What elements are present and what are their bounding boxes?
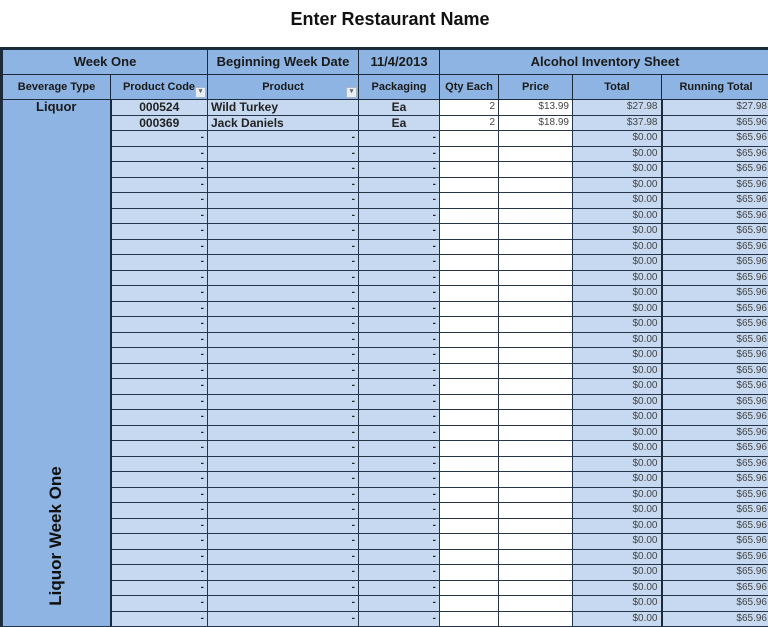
- qty-each-cell[interactable]: [440, 487, 499, 503]
- product-cell[interactable]: -: [208, 270, 359, 286]
- qty-each-cell[interactable]: [440, 518, 499, 534]
- packaging-cell[interactable]: -: [359, 131, 440, 147]
- price-cell[interactable]: $13.99: [499, 100, 573, 116]
- table-row: [3, 565, 768, 581]
- total-cell: $0.00: [573, 317, 662, 333]
- product-cell[interactable]: -: [208, 332, 359, 348]
- total-cell: $0.00: [573, 456, 662, 472]
- total-cell: $0.00: [573, 580, 662, 596]
- beginning-week-date-value[interactable]: 11/4/2013: [359, 50, 440, 75]
- product-code-cell[interactable]: -: [111, 580, 208, 596]
- running-total-cell: $65.96: [662, 611, 768, 627]
- product-code-cell[interactable]: -: [111, 146, 208, 162]
- packaging-cell[interactable]: -: [359, 487, 440, 503]
- total-cell: $0.00: [573, 208, 662, 224]
- total-cell: $0.00: [573, 611, 662, 627]
- product-cell[interactable]: -: [208, 549, 359, 565]
- table-row: [3, 394, 768, 410]
- qty-each-cell[interactable]: [440, 332, 499, 348]
- table-row: [3, 162, 768, 178]
- product-code-cell[interactable]: -: [111, 534, 208, 550]
- running-total-cell: $65.96: [662, 348, 768, 364]
- qty-each-cell[interactable]: [440, 317, 499, 333]
- section-label-vertical: Liquor Week One: [49, 466, 63, 606]
- table-row: [3, 534, 768, 550]
- total-cell: $0.00: [573, 239, 662, 255]
- table-row: [3, 487, 768, 503]
- running-total-cell: $65.96: [662, 410, 768, 426]
- product-cell[interactable]: -: [208, 379, 359, 395]
- product-cell[interactable]: -: [208, 503, 359, 519]
- packaging-cell[interactable]: -: [359, 410, 440, 426]
- table-row: [3, 580, 768, 596]
- col-header-price: Price: [499, 75, 573, 100]
- running-total-cell: $65.96: [662, 270, 768, 286]
- header-row-week: [3, 50, 768, 75]
- product-cell[interactable]: -: [208, 286, 359, 302]
- running-total-cell: $65.96: [662, 239, 768, 255]
- qty-each-cell[interactable]: [440, 162, 499, 178]
- qty-each-cell[interactable]: [440, 224, 499, 240]
- price-cell[interactable]: [499, 379, 573, 395]
- packaging-cell[interactable]: -: [359, 379, 440, 395]
- price-cell[interactable]: [499, 518, 573, 534]
- running-total-cell: $65.96: [662, 596, 768, 612]
- table-row: [3, 425, 768, 441]
- packaging-cell[interactable]: -: [359, 580, 440, 596]
- qty-each-cell[interactable]: [440, 549, 499, 565]
- packaging-cell[interactable]: -: [359, 332, 440, 348]
- total-cell: $0.00: [573, 410, 662, 426]
- price-cell[interactable]: [499, 270, 573, 286]
- packaging-cell[interactable]: -: [359, 208, 440, 224]
- qty-each-cell[interactable]: [440, 565, 499, 581]
- qty-each-cell[interactable]: [440, 503, 499, 519]
- price-cell[interactable]: [499, 425, 573, 441]
- col-header-product[interactable]: [208, 75, 359, 100]
- product-code-cell[interactable]: -: [111, 410, 208, 426]
- qty-each-cell[interactable]: [440, 348, 499, 364]
- table-row: [3, 255, 768, 271]
- qty-each-cell[interactable]: 2: [440, 100, 499, 116]
- running-total-cell: $65.96: [662, 162, 768, 178]
- qty-each-cell[interactable]: [440, 441, 499, 457]
- table-row: [3, 611, 768, 627]
- running-total-cell: $27.98: [662, 100, 768, 116]
- running-total-cell: $65.96: [662, 549, 768, 565]
- product-cell[interactable]: -: [208, 317, 359, 333]
- price-cell[interactable]: [499, 394, 573, 410]
- price-cell[interactable]: [499, 146, 573, 162]
- col-header-packaging: Packaging: [359, 75, 440, 100]
- product-code-cell[interactable]: -: [111, 441, 208, 457]
- col-header-beverage-type: Beverage Type: [3, 75, 111, 100]
- qty-each-cell[interactable]: [440, 580, 499, 596]
- qty-each-cell[interactable]: [440, 379, 499, 395]
- table-row: [3, 193, 768, 209]
- product-code-cell[interactable]: -: [111, 565, 208, 581]
- product-cell[interactable]: -: [208, 425, 359, 441]
- packaging-cell[interactable]: -: [359, 472, 440, 488]
- product-code-cell[interactable]: -: [111, 394, 208, 410]
- product-code-cell[interactable]: -: [111, 193, 208, 209]
- product-code-cell[interactable]: -: [111, 332, 208, 348]
- total-cell: $0.00: [573, 425, 662, 441]
- price-cell[interactable]: [499, 363, 573, 379]
- price-cell[interactable]: [499, 348, 573, 364]
- packaging-cell[interactable]: -: [359, 224, 440, 240]
- price-cell[interactable]: [499, 317, 573, 333]
- price-cell[interactable]: [499, 580, 573, 596]
- running-total-cell: $65.96: [662, 131, 768, 147]
- running-total-cell: $65.96: [662, 301, 768, 317]
- running-total-cell: $65.96: [662, 379, 768, 395]
- product-cell[interactable]: -: [208, 301, 359, 317]
- price-cell[interactable]: [499, 456, 573, 472]
- product-cell[interactable]: -: [208, 146, 359, 162]
- total-cell: $0.00: [573, 193, 662, 209]
- table-row: [3, 317, 768, 333]
- table-row: [3, 270, 768, 286]
- table-row: [3, 115, 768, 131]
- total-cell: $0.00: [573, 565, 662, 581]
- product-code-cell[interactable]: -: [111, 224, 208, 240]
- price-cell[interactable]: [499, 193, 573, 209]
- running-total-cell: $65.96: [662, 425, 768, 441]
- product-code-cell[interactable]: -: [111, 549, 208, 565]
- price-cell[interactable]: [499, 162, 573, 178]
- product-code-cell[interactable]: -: [111, 611, 208, 627]
- price-cell[interactable]: [499, 503, 573, 519]
- packaging-cell[interactable]: -: [359, 503, 440, 519]
- price-cell[interactable]: [499, 224, 573, 240]
- product-cell[interactable]: -: [208, 410, 359, 426]
- price-cell[interactable]: [499, 549, 573, 565]
- restaurant-name-title[interactable]: Enter Restaurant Name: [0, 9, 768, 30]
- product-cell[interactable]: -: [208, 348, 359, 364]
- product-code-cell[interactable]: -: [111, 239, 208, 255]
- total-cell: $0.00: [573, 596, 662, 612]
- table-row: [3, 441, 768, 457]
- price-cell[interactable]: [499, 301, 573, 317]
- packaging-cell[interactable]: -: [359, 394, 440, 410]
- running-total-cell: $65.96: [662, 534, 768, 550]
- table-row: [3, 146, 768, 162]
- beverage-type-value: Liquor: [6, 100, 107, 114]
- total-cell: $0.00: [573, 518, 662, 534]
- packaging-cell[interactable]: -: [359, 146, 440, 162]
- packaging-cell[interactable]: -: [359, 611, 440, 627]
- table-row: [3, 503, 768, 519]
- qty-each-cell[interactable]: [440, 270, 499, 286]
- product-code-cell[interactable]: -: [111, 286, 208, 302]
- inventory-sheet: [0, 47, 768, 627]
- running-total-cell: $65.96: [662, 332, 768, 348]
- packaging-cell[interactable]: -: [359, 565, 440, 581]
- running-total-cell: $65.96: [662, 286, 768, 302]
- total-cell: $0.00: [573, 487, 662, 503]
- table-row: [3, 301, 768, 317]
- running-total-cell: $65.96: [662, 208, 768, 224]
- col-header-total: Total: [573, 75, 662, 100]
- product-cell[interactable]: -: [208, 456, 359, 472]
- product-cell[interactable]: -: [208, 239, 359, 255]
- product-code-cell[interactable]: -: [111, 503, 208, 519]
- product-code-cell[interactable]: -: [111, 255, 208, 271]
- product-cell[interactable]: -: [208, 224, 359, 240]
- col-header-product-code[interactable]: [111, 75, 208, 100]
- running-total-cell: $65.96: [662, 363, 768, 379]
- product-code-cell[interactable]: -: [111, 379, 208, 395]
- running-total-cell: $65.96: [662, 472, 768, 488]
- product-cell[interactable]: -: [208, 518, 359, 534]
- table-row: [3, 286, 768, 302]
- product-cell[interactable]: -: [208, 363, 359, 379]
- packaging-cell[interactable]: -: [359, 425, 440, 441]
- table-row: [3, 472, 768, 488]
- total-cell: $0.00: [573, 177, 662, 193]
- qty-each-cell[interactable]: [440, 596, 499, 612]
- table-row: [3, 379, 768, 395]
- total-cell: $0.00: [573, 534, 662, 550]
- price-cell[interactable]: [499, 534, 573, 550]
- packaging-cell[interactable]: -: [359, 317, 440, 333]
- running-total-cell: $65.96: [662, 503, 768, 519]
- product-code-cell[interactable]: -: [111, 270, 208, 286]
- product-code-cell[interactable]: -: [111, 363, 208, 379]
- beginning-week-date-label: Beginning Week Date: [208, 50, 359, 75]
- product-cell[interactable]: -: [208, 208, 359, 224]
- product-cell[interactable]: -: [208, 472, 359, 488]
- qty-each-cell[interactable]: [440, 286, 499, 302]
- inventory-table: [2, 49, 768, 627]
- product-code-cell[interactable]: -: [111, 425, 208, 441]
- product-code-cell[interactable]: -: [111, 518, 208, 534]
- price-cell[interactable]: [499, 286, 573, 302]
- packaging-cell[interactable]: -: [359, 255, 440, 271]
- product-cell[interactable]: -: [208, 441, 359, 457]
- total-cell: $0.00: [573, 224, 662, 240]
- table-row: [3, 131, 768, 147]
- qty-each-cell[interactable]: [440, 472, 499, 488]
- qty-each-cell[interactable]: [440, 301, 499, 317]
- qty-each-cell[interactable]: [440, 239, 499, 255]
- running-total-cell: $65.96: [662, 177, 768, 193]
- packaging-cell[interactable]: -: [359, 441, 440, 457]
- table-row: [3, 410, 768, 426]
- price-cell[interactable]: [499, 255, 573, 271]
- total-cell: $0.00: [573, 286, 662, 302]
- product-code-cell[interactable]: 000369: [111, 115, 208, 131]
- table-row: [3, 332, 768, 348]
- total-cell: $27.98: [573, 100, 662, 116]
- col-header-product-code-label: Product Code: [123, 81, 195, 93]
- packaging-cell[interactable]: -: [359, 239, 440, 255]
- price-cell[interactable]: [499, 131, 573, 147]
- packaging-cell[interactable]: -: [359, 301, 440, 317]
- product-code-cell[interactable]: -: [111, 317, 208, 333]
- product-code-cell[interactable]: -: [111, 208, 208, 224]
- packaging-cell[interactable]: Ea: [359, 100, 440, 116]
- packaging-cell[interactable]: -: [359, 456, 440, 472]
- packaging-cell[interactable]: Ea: [359, 115, 440, 131]
- packaging-cell[interactable]: -: [359, 363, 440, 379]
- packaging-cell[interactable]: -: [359, 193, 440, 209]
- running-total-cell: $65.96: [662, 224, 768, 240]
- total-cell: $0.00: [573, 131, 662, 147]
- table-row: [3, 239, 768, 255]
- product-cell[interactable]: -: [208, 255, 359, 271]
- qty-each-cell[interactable]: [440, 394, 499, 410]
- running-total-cell: $65.96: [662, 456, 768, 472]
- table-row: [3, 596, 768, 612]
- total-cell: $0.00: [573, 472, 662, 488]
- product-code-cell[interactable]: -: [111, 596, 208, 612]
- total-cell: $0.00: [573, 379, 662, 395]
- table-row: [3, 456, 768, 472]
- total-cell: $0.00: [573, 301, 662, 317]
- qty-each-cell[interactable]: [440, 410, 499, 426]
- running-total-cell: $65.96: [662, 487, 768, 503]
- price-cell[interactable]: [499, 441, 573, 457]
- price-cell[interactable]: [499, 565, 573, 581]
- product-code-cell[interactable]: -: [111, 131, 208, 147]
- filter-dropdown-icon[interactable]: ▾: [346, 87, 357, 98]
- product-code-cell[interactable]: -: [111, 177, 208, 193]
- product-cell[interactable]: -: [208, 131, 359, 147]
- product-code-cell[interactable]: -: [111, 348, 208, 364]
- packaging-cell[interactable]: -: [359, 534, 440, 550]
- price-cell[interactable]: [499, 472, 573, 488]
- total-cell: $37.98: [573, 115, 662, 131]
- qty-each-cell[interactable]: [440, 611, 499, 627]
- qty-each-cell[interactable]: [440, 177, 499, 193]
- qty-each-cell[interactable]: [440, 193, 499, 209]
- total-cell: $0.00: [573, 348, 662, 364]
- product-code-cell[interactable]: -: [111, 301, 208, 317]
- product-code-cell[interactable]: 000524: [111, 100, 208, 116]
- qty-each-cell[interactable]: [440, 363, 499, 379]
- packaging-cell[interactable]: -: [359, 596, 440, 612]
- qty-each-cell[interactable]: [440, 131, 499, 147]
- table-row: [3, 348, 768, 364]
- col-header-running-total: Running Total: [662, 75, 768, 100]
- total-cell: $0.00: [573, 549, 662, 565]
- filter-dropdown-icon[interactable]: ▾: [195, 87, 206, 98]
- product-cell[interactable]: -: [208, 487, 359, 503]
- qty-each-cell[interactable]: [440, 255, 499, 271]
- product-cell[interactable]: -: [208, 193, 359, 209]
- product-cell[interactable]: -: [208, 394, 359, 410]
- price-cell[interactable]: [499, 596, 573, 612]
- product-cell[interactable]: Wild Turkey: [208, 100, 359, 116]
- total-cell: $0.00: [573, 394, 662, 410]
- packaging-cell[interactable]: -: [359, 549, 440, 565]
- packaging-cell[interactable]: -: [359, 518, 440, 534]
- qty-each-cell[interactable]: [440, 456, 499, 472]
- product-cell[interactable]: -: [208, 177, 359, 193]
- week-label[interactable]: Week One: [3, 50, 208, 75]
- product-code-cell[interactable]: -: [111, 487, 208, 503]
- table-row: [3, 363, 768, 379]
- running-total-cell: $65.96: [662, 518, 768, 534]
- running-total-cell: $65.96: [662, 565, 768, 581]
- col-header-qty-each: Qty Each: [440, 75, 499, 100]
- col-header-product-label: Product: [262, 81, 304, 93]
- sheet-title: Alcohol Inventory Sheet: [440, 50, 768, 75]
- qty-each-cell[interactable]: [440, 208, 499, 224]
- total-cell: $0.00: [573, 363, 662, 379]
- product-cell[interactable]: -: [208, 580, 359, 596]
- table-row: [3, 549, 768, 565]
- packaging-cell[interactable]: -: [359, 162, 440, 178]
- running-total-cell: $65.96: [662, 193, 768, 209]
- price-cell[interactable]: [499, 177, 573, 193]
- price-cell[interactable]: $18.99: [499, 115, 573, 131]
- product-code-cell[interactable]: -: [111, 472, 208, 488]
- column-header-row: [3, 75, 768, 100]
- product-cell[interactable]: Jack Daniels: [208, 115, 359, 131]
- product-cell[interactable]: -: [208, 162, 359, 178]
- table-row: [3, 518, 768, 534]
- product-cell[interactable]: -: [208, 611, 359, 627]
- price-cell[interactable]: [499, 239, 573, 255]
- price-cell[interactable]: [499, 611, 573, 627]
- price-cell[interactable]: [499, 487, 573, 503]
- running-total-cell: $65.96: [662, 441, 768, 457]
- qty-each-cell[interactable]: [440, 146, 499, 162]
- running-total-cell: $65.96: [662, 255, 768, 271]
- price-cell[interactable]: [499, 332, 573, 348]
- product-cell[interactable]: -: [208, 534, 359, 550]
- running-total-cell: $65.96: [662, 115, 768, 131]
- total-cell: $0.00: [573, 270, 662, 286]
- packaging-cell[interactable]: -: [359, 270, 440, 286]
- table-row: [3, 100, 768, 116]
- packaging-cell[interactable]: -: [359, 348, 440, 364]
- total-cell: $0.00: [573, 255, 662, 271]
- total-cell: $0.00: [573, 162, 662, 178]
- table-row: [3, 208, 768, 224]
- price-cell[interactable]: [499, 410, 573, 426]
- product-code-cell[interactable]: -: [111, 456, 208, 472]
- total-cell: $0.00: [573, 332, 662, 348]
- qty-each-cell[interactable]: [440, 425, 499, 441]
- total-cell: $0.00: [573, 441, 662, 457]
- beverage-type-cell[interactable]: [3, 100, 111, 627]
- product-code-cell[interactable]: -: [111, 162, 208, 178]
- running-total-cell: $65.96: [662, 580, 768, 596]
- qty-each-cell[interactable]: [440, 534, 499, 550]
- qty-each-cell[interactable]: 2: [440, 115, 499, 131]
- packaging-cell[interactable]: -: [359, 286, 440, 302]
- product-cell[interactable]: -: [208, 565, 359, 581]
- running-total-cell: $65.96: [662, 317, 768, 333]
- product-cell[interactable]: -: [208, 596, 359, 612]
- total-cell: $0.00: [573, 503, 662, 519]
- price-cell[interactable]: [499, 208, 573, 224]
- table-row: [3, 224, 768, 240]
- running-total-cell: $65.96: [662, 146, 768, 162]
- running-total-cell: $65.96: [662, 394, 768, 410]
- total-cell: $0.00: [573, 146, 662, 162]
- table-row: [3, 177, 768, 193]
- packaging-cell[interactable]: -: [359, 177, 440, 193]
